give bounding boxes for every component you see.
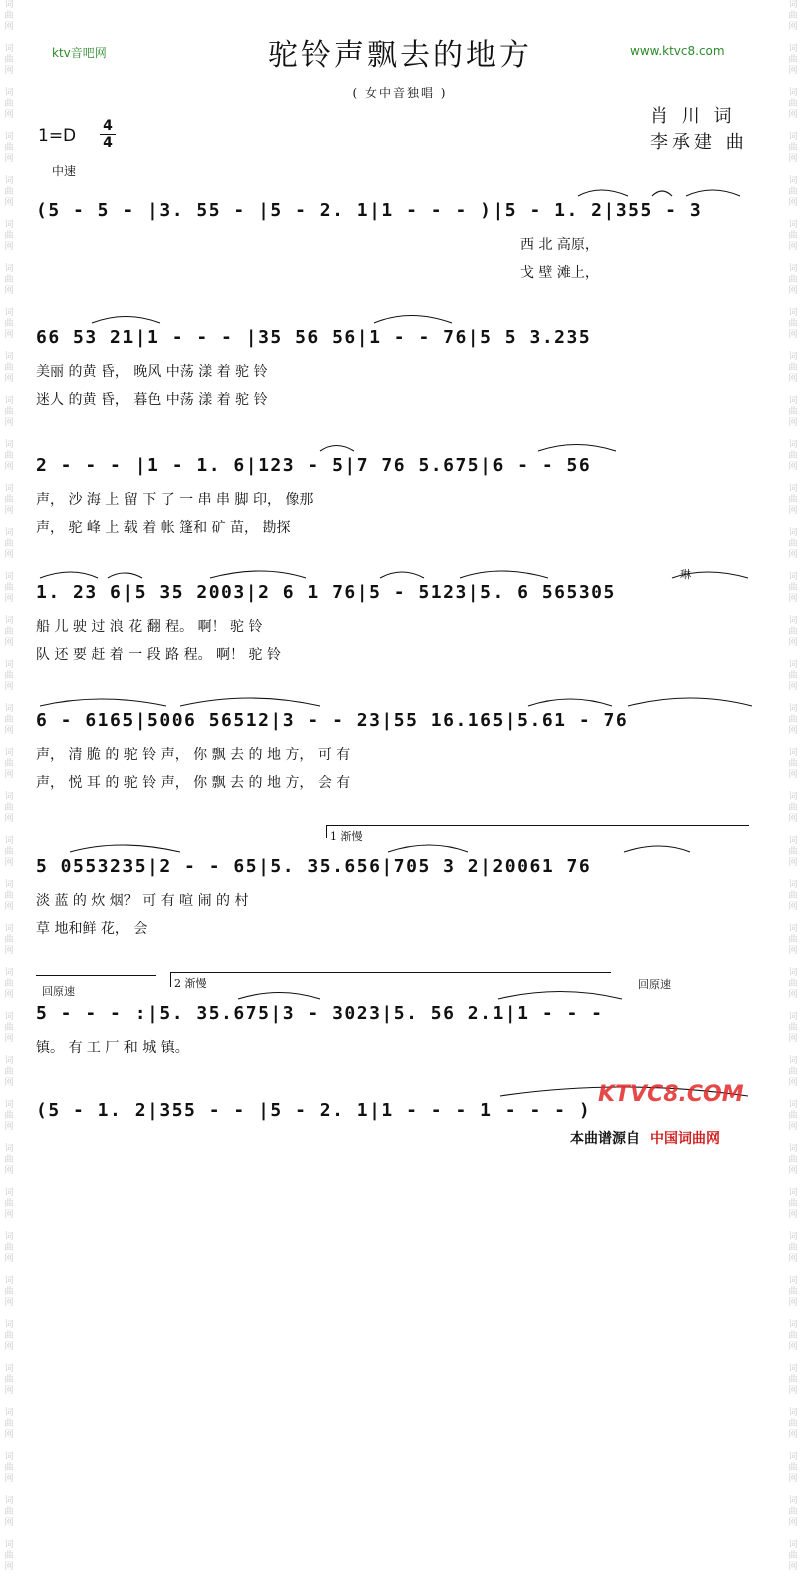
side-watermark-gap (2, 1309, 16, 1320)
side-watermark-gap (786, 1177, 800, 1188)
side-watermark-char: 词 (4, 1144, 14, 1154)
side-watermark-char: 网 (788, 770, 798, 780)
side-watermark-char: 词 (4, 528, 14, 538)
side-watermark-char: 曲 (4, 583, 14, 593)
side-watermark-char: 网 (788, 506, 798, 516)
lyric-line: 船 儿 驶 过 浪 花 翻 程。 啊！ 驼 铃 (36, 619, 263, 635)
grace-mark: 琳 (680, 568, 691, 581)
slur (40, 699, 166, 706)
side-watermark-char: 网 (788, 418, 798, 428)
lyric-line: 西 北 高原， (520, 237, 599, 253)
side-watermark-char: 词 (788, 1320, 798, 1330)
side-watermark-char: 词 (788, 88, 798, 98)
side-watermark-char: 词 (788, 748, 798, 758)
side-watermark-char: 网 (788, 1562, 798, 1572)
side-watermark-char: 曲 (788, 451, 798, 461)
notation-row: 2 - - - |1 - 1. 6|123 - 5|7 76 5.675|6 - - 56 (36, 455, 592, 476)
side-watermark-char: 曲 (4, 803, 14, 813)
side-watermark-char: 网 (4, 770, 14, 780)
side-watermark-char: 曲 (4, 187, 14, 197)
side-watermark-gap (786, 1485, 800, 1496)
side-watermark-char: 曲 (4, 1111, 14, 1121)
side-watermark-char: 词 (788, 308, 798, 318)
side-watermark-char: 词 (788, 484, 798, 494)
side-watermark-char: 网 (4, 242, 14, 252)
side-watermark-char: 曲 (788, 1111, 798, 1121)
side-watermark-char: 网 (788, 550, 798, 560)
side-watermark-char: 词 (4, 924, 14, 934)
side-watermark-char: 网 (4, 990, 14, 1000)
side-watermark-char: 词 (788, 352, 798, 362)
lyric-line: 淡 蓝 的 炊 烟？ 可 有 喧 闹 的 村 (36, 893, 249, 909)
side-watermark-char: 词 (4, 0, 14, 10)
slur (686, 190, 740, 196)
side-watermark-char: 网 (788, 1474, 798, 1484)
side-watermark-char: 词 (788, 880, 798, 890)
source-credit (570, 1128, 720, 1148)
side-watermark-char: 曲 (788, 1243, 798, 1253)
side-watermark-gap (786, 1265, 800, 1276)
side-watermark-char: 曲 (4, 99, 14, 109)
side-watermark-char: 曲 (788, 1419, 798, 1429)
side-watermark-char: 曲 (788, 935, 798, 945)
side-watermark-char: 曲 (788, 539, 798, 549)
side-watermark-char: 曲 (4, 55, 14, 65)
slur (388, 845, 468, 852)
side-watermark-char: 网 (4, 506, 14, 516)
side-watermark-char: 网 (788, 374, 798, 384)
side-watermark-char: 网 (4, 374, 14, 384)
slur (210, 571, 306, 578)
side-watermark-char: 曲 (4, 1023, 14, 1033)
lyric-line: 戈 壁 滩上， (520, 265, 599, 281)
lyric-line: 声， 清 脆 的 驼 铃 声， 你 飘 去 的 地 方， 可 有 (36, 747, 351, 763)
slur (320, 446, 354, 452)
side-watermark-gap (2, 1353, 16, 1364)
side-watermark-gap (2, 1485, 16, 1496)
side-watermark-char: 词 (788, 836, 798, 846)
side-watermark-char: 曲 (4, 363, 14, 373)
side-watermark-char: 网 (788, 198, 798, 208)
side-watermark-char: 词 (788, 1144, 798, 1154)
side-watermark-char: 曲 (788, 99, 798, 109)
side-watermark-char: 网 (4, 638, 14, 648)
side-watermark-char: 网 (4, 1386, 14, 1396)
side-watermark-char: 网 (788, 1254, 798, 1264)
side-watermark-char: 网 (788, 154, 798, 164)
source-site: 中国词曲网 (650, 1131, 720, 1147)
side-watermark-char: 网 (4, 1474, 14, 1484)
side-watermark-char: 网 (788, 1386, 798, 1396)
side-watermark-char: 网 (4, 726, 14, 736)
slur (460, 571, 548, 578)
side-watermark-char: 曲 (4, 1375, 14, 1385)
side-watermark-char: 词 (788, 572, 798, 582)
side-watermark-gap (786, 1529, 800, 1540)
side-watermark-char: 曲 (788, 803, 798, 813)
side-watermark-char: 网 (4, 198, 14, 208)
lyric-line: 声， 沙 海 上 留 下 了 一 串 串 脚 印， 像那 (36, 492, 314, 508)
side-watermark-char: 词 (4, 1276, 14, 1286)
side-watermark-char: 曲 (4, 671, 14, 681)
side-watermark-char: 网 (4, 1342, 14, 1352)
side-watermark-char: 网 (4, 594, 14, 604)
side-watermark-gap (786, 1221, 800, 1232)
side-watermark-char: 网 (4, 1078, 14, 1088)
side-watermark-char: 曲 (788, 407, 798, 417)
side-watermark-char: 网 (4, 1122, 14, 1132)
side-watermark-char: 词 (788, 1364, 798, 1374)
lyric-line: 迷人 的黄 昏， 暮色 中荡 漾 着 驼 铃 (36, 392, 268, 408)
slur (652, 191, 672, 196)
side-watermark-char: 网 (788, 330, 798, 340)
side-watermark-gap (786, 1441, 800, 1452)
side-watermark-char: 曲 (788, 11, 798, 21)
side-watermark-char: 曲 (4, 495, 14, 505)
side-watermark-char: 网 (4, 66, 14, 76)
lyric-line: 声， 悦 耳 的 驼 铃 声， 你 飘 去 的 地 方， 会 有 (36, 775, 351, 791)
brand-right: www.ktvc8.com (630, 44, 725, 58)
side-watermark-char: 网 (788, 22, 798, 32)
side-watermark-char: 网 (4, 902, 14, 912)
slur (672, 572, 748, 578)
side-watermark-char: 网 (788, 1122, 798, 1132)
side-watermark-char: 网 (788, 1166, 798, 1176)
back-tempo-left: 回原速 (42, 985, 75, 998)
volta-1: 1 渐慢 (330, 830, 363, 843)
side-watermark-char: 曲 (788, 231, 798, 241)
slur (624, 846, 690, 852)
side-watermark-char: 词 (788, 220, 798, 230)
side-watermark-gap (2, 1573, 16, 1584)
side-watermark-char: 曲 (788, 979, 798, 989)
side-watermark-char: 曲 (4, 847, 14, 857)
side-watermark-char: 词 (788, 792, 798, 802)
notation-row: 6 - 6165|5006 56512|3 - - 23|55 16.165|5.61 - 76 (36, 710, 629, 731)
side-watermark-char: 网 (4, 22, 14, 32)
notation-row: (5 - 5 - |3. 55 - |5 - 2. 1|1 - - - )|5 - 1. 2|355 - 3 (36, 200, 703, 221)
side-watermark-char: 词 (788, 1276, 798, 1286)
lyricist: 肖 川 词 (650, 106, 736, 127)
lyric-line: 声， 驼 峰 上 载 着 帐 篷和 矿 苗， 勘探 (36, 520, 291, 536)
side-watermark-gap (2, 1265, 16, 1276)
side-watermark-char: 词 (4, 968, 14, 978)
side-watermark-char: 网 (788, 682, 798, 692)
side-watermark-gap (786, 1573, 800, 1584)
side-watermark-char: 曲 (788, 1463, 798, 1473)
side-watermark-gap (786, 1353, 800, 1364)
side-watermark-char: 网 (4, 418, 14, 428)
side-watermark-char: 词 (4, 132, 14, 142)
key-signature: 1=D (38, 126, 77, 146)
side-watermark-char: 词 (788, 1188, 798, 1198)
slur (628, 698, 752, 706)
side-watermark-char: 曲 (788, 495, 798, 505)
notation-row: 1. 23 6|5 35 2003|2 6 1 76|5 - 5123|5. 6 565305 (36, 582, 616, 603)
side-watermark-char: 词 (4, 1540, 14, 1550)
side-watermark-char: 曲 (788, 187, 798, 197)
side-watermark-char: 曲 (788, 1067, 798, 1077)
slur (92, 317, 160, 324)
side-watermark-char: 词 (4, 572, 14, 582)
time-bottom: 4 (103, 135, 113, 151)
side-watermark-char: 网 (788, 594, 798, 604)
side-watermark-char: 网 (788, 1342, 798, 1352)
side-watermark-char: 网 (4, 1210, 14, 1220)
side-watermark-char: 网 (788, 946, 798, 956)
slur (528, 699, 612, 706)
side-watermark-char: 词 (788, 1056, 798, 1066)
side-watermark-char: 曲 (788, 143, 798, 153)
side-watermark-char: 曲 (4, 407, 14, 417)
slur (238, 993, 320, 1000)
side-watermark-char: 曲 (788, 1155, 798, 1165)
side-watermark-char: 曲 (4, 1199, 14, 1209)
source-label: 本曲谱源自 (570, 1131, 640, 1147)
side-watermark-char: 曲 (788, 715, 798, 725)
side-watermark-char: 词 (4, 836, 14, 846)
side-watermark-char: 网 (788, 1430, 798, 1440)
side-watermark-char: 网 (4, 154, 14, 164)
side-watermark-char: 词 (4, 792, 14, 802)
side-watermark-char: 网 (4, 1298, 14, 1308)
side-watermark-char: 网 (4, 1034, 14, 1044)
slur (578, 190, 628, 196)
side-watermark-char: 词 (4, 484, 14, 494)
slur (374, 316, 452, 324)
side-watermark-char: 词 (788, 1496, 798, 1506)
side-watermark-char: 网 (788, 462, 798, 472)
side-watermark-char: 词 (788, 264, 798, 274)
side-watermark-char: 词 (4, 308, 14, 318)
side-watermark-char: 网 (788, 814, 798, 824)
lyric-line: 草 地和鲜 花， 会 (36, 921, 148, 937)
side-watermark-gap (2, 1177, 16, 1188)
side-watermark-char: 网 (788, 726, 798, 736)
side-watermark-char: 曲 (4, 759, 14, 769)
side-watermark-char: 曲 (788, 671, 798, 681)
side-watermark-char: 词 (788, 1452, 798, 1462)
side-watermark-char: 曲 (788, 1287, 798, 1297)
side-watermark-char: 网 (788, 858, 798, 868)
side-watermark-char: 词 (788, 924, 798, 934)
side-watermark-char: 词 (788, 968, 798, 978)
side-watermark-char: 网 (788, 1078, 798, 1088)
side-watermark-char: 网 (4, 1562, 14, 1572)
side-watermark-char: 网 (788, 110, 798, 120)
side-watermark-char: 曲 (4, 319, 14, 329)
side-watermark-char: 曲 (4, 715, 14, 725)
side-watermark-char: 曲 (4, 1507, 14, 1517)
side-watermark-char: 网 (788, 1518, 798, 1528)
side-watermark-gap (2, 1529, 16, 1540)
volta-2: 2 渐慢 (174, 977, 207, 990)
side-watermark-char: 曲 (788, 1023, 798, 1033)
side-watermark-char: 曲 (4, 539, 14, 549)
side-watermark-char: 网 (4, 110, 14, 120)
side-watermark-char: 网 (4, 858, 14, 868)
side-watermark-char: 曲 (4, 1463, 14, 1473)
side-watermark-gap (786, 1397, 800, 1408)
side-watermark-char: 词 (4, 220, 14, 230)
side-watermark-char: 网 (788, 286, 798, 296)
side-watermark-char: 词 (4, 1452, 14, 1462)
side-watermark-char: 网 (4, 1166, 14, 1176)
notation-row: 5 - - - :|5. 35.675|3 - 3023|5. 56 2.1|1 - - - (36, 1003, 604, 1024)
side-watermark-char: 网 (788, 242, 798, 252)
lyric-line: 队 还 要 赶 着 一 段 路 程。 啊！ 驼 铃 (36, 647, 281, 663)
slur (180, 698, 320, 706)
side-watermark-char: 曲 (4, 11, 14, 21)
notation-row: 5 0553235|2 - - 65|5. 35.656|705 3 2|20061 76 (36, 856, 592, 877)
side-watermark-char: 词 (788, 660, 798, 670)
side-watermark-char: 曲 (788, 1507, 798, 1517)
side-watermark-char: 词 (788, 1540, 798, 1550)
side-watermark-char: 词 (788, 44, 798, 54)
slur (108, 573, 142, 578)
side-watermark-char: 词 (788, 396, 798, 406)
side-watermark-gap (2, 1397, 16, 1408)
side-watermark-char: 网 (788, 1210, 798, 1220)
side-watermark-char: 网 (4, 286, 14, 296)
side-watermark-char: 词 (788, 132, 798, 142)
side-watermark-char: 网 (4, 946, 14, 956)
side-watermark-char: 曲 (788, 55, 798, 65)
side-watermark-char: 词 (788, 528, 798, 538)
side-watermark-char: 词 (4, 440, 14, 450)
side-watermark-char: 词 (4, 88, 14, 98)
side-watermark-char: 曲 (4, 231, 14, 241)
side-watermark-char: 曲 (788, 891, 798, 901)
side-watermark-char: 词 (4, 660, 14, 670)
side-watermark-char: 曲 (4, 1287, 14, 1297)
side-watermark-char: 词 (4, 1012, 14, 1022)
side-watermark-char: 词 (788, 176, 798, 186)
side-watermark-char: 词 (4, 704, 14, 714)
notation-row: (5 - 1. 2|355 - - |5 - 2. 1|1 - - - 1 - - - ) (36, 1100, 592, 1121)
side-watermark-char: 词 (4, 880, 14, 890)
side-watermark-char: 网 (788, 1034, 798, 1044)
side-watermark-char: 曲 (4, 891, 14, 901)
side-watermark-char: 曲 (4, 1331, 14, 1341)
side-watermark-char: 曲 (4, 627, 14, 637)
side-watermark-char: 曲 (788, 759, 798, 769)
lyric-line: 美丽 的黄 昏， 晚风 中荡 漾 着 驼 铃 (36, 364, 268, 380)
side-watermark-char: 词 (4, 1496, 14, 1506)
side-watermark-char: 词 (4, 1100, 14, 1110)
side-watermark-char: 曲 (4, 275, 14, 285)
side-watermark-char: 词 (4, 1320, 14, 1330)
slur (538, 445, 616, 452)
side-watermark-char: 词 (4, 1364, 14, 1374)
slur (380, 572, 424, 578)
side-watermark-char: 曲 (4, 1419, 14, 1429)
side-watermark-char: 网 (4, 330, 14, 340)
side-watermark-char: 网 (788, 1298, 798, 1308)
side-watermark-char: 网 (788, 990, 798, 1000)
side-watermark-char: 词 (788, 704, 798, 714)
side-watermark-char: 网 (4, 814, 14, 824)
side-watermark-char: 网 (788, 638, 798, 648)
notation-row: 66 53 21|1 - - - |35 56 56|1 - - 76|5 5 3.235 (36, 327, 592, 348)
side-watermark-char: 曲 (788, 1551, 798, 1561)
side-watermark-char: 网 (4, 462, 14, 472)
side-watermark-char: 词 (788, 0, 798, 10)
time-top: 4 (103, 118, 113, 134)
side-watermark-char: 曲 (788, 1375, 798, 1385)
side-watermark-char: 网 (4, 1254, 14, 1264)
side-watermark-char: 词 (4, 616, 14, 626)
back-tempo-right: 回原速 (638, 978, 671, 991)
slur (40, 572, 98, 578)
side-watermark-char: 曲 (4, 1551, 14, 1561)
subtitle: ( 女中音独唱 ) (352, 86, 448, 100)
side-watermark-char: 曲 (788, 583, 798, 593)
side-watermark-char: 网 (788, 902, 798, 912)
side-watermark-char: 曲 (788, 275, 798, 285)
side-watermark-char: 曲 (4, 451, 14, 461)
side-watermark-char: 词 (4, 352, 14, 362)
side-watermark-char: 网 (788, 66, 798, 76)
side-watermark-char: 曲 (4, 935, 14, 945)
composer: 李承建 曲 (650, 132, 748, 153)
slur (498, 992, 622, 1000)
side-watermark-char: 词 (788, 1232, 798, 1242)
side-watermark-char: 曲 (788, 1199, 798, 1209)
side-watermark-char: 曲 (4, 979, 14, 989)
side-watermark-char: 词 (4, 748, 14, 758)
song-title: 驼铃声飘去的地方 (268, 38, 532, 73)
lyric-line: 镇。 有 工 厂 和 城 镇。 (36, 1040, 189, 1056)
side-watermark-char: 词 (788, 440, 798, 450)
side-watermark-char: 曲 (4, 143, 14, 153)
side-watermark-char: 曲 (788, 1331, 798, 1341)
side-watermark-char: 曲 (4, 1155, 14, 1165)
side-watermark-char: 曲 (4, 1243, 14, 1253)
tempo-marking: 中速 (52, 164, 77, 178)
side-watermark-char: 词 (4, 44, 14, 54)
side-watermark-gap (2, 1441, 16, 1452)
side-watermark-char: 词 (4, 1188, 14, 1198)
side-watermark-char: 词 (4, 396, 14, 406)
side-watermark-char: 曲 (788, 627, 798, 637)
side-watermark-char: 词 (788, 1408, 798, 1418)
side-watermark-char: 曲 (788, 363, 798, 373)
side-watermark-char: 词 (788, 1100, 798, 1110)
side-watermark-char: 网 (4, 682, 14, 692)
ktvc8-watermark-logo: KTVC8.COM (598, 1082, 744, 1107)
slur (70, 845, 180, 852)
side-watermark-char: 网 (4, 550, 14, 560)
side-watermark-char: 词 (788, 616, 798, 626)
side-watermark-char: 曲 (788, 847, 798, 857)
side-watermark-char: 曲 (4, 1067, 14, 1077)
side-watermark-char: 网 (4, 1518, 14, 1528)
side-watermark-char: 网 (4, 1430, 14, 1440)
side-watermark-char: 词 (4, 1232, 14, 1242)
side-watermark-gap (786, 1309, 800, 1320)
side-watermark-gap (2, 1221, 16, 1232)
side-watermark-char: 词 (4, 1056, 14, 1066)
side-watermark-char: 词 (4, 264, 14, 274)
side-watermark-char: 词 (788, 1012, 798, 1022)
brand-left: ktv音吧网 (52, 46, 107, 60)
side-watermark-char: 词 (4, 176, 14, 186)
side-watermark-char: 词 (4, 1408, 14, 1418)
side-watermark-char: 曲 (788, 319, 798, 329)
